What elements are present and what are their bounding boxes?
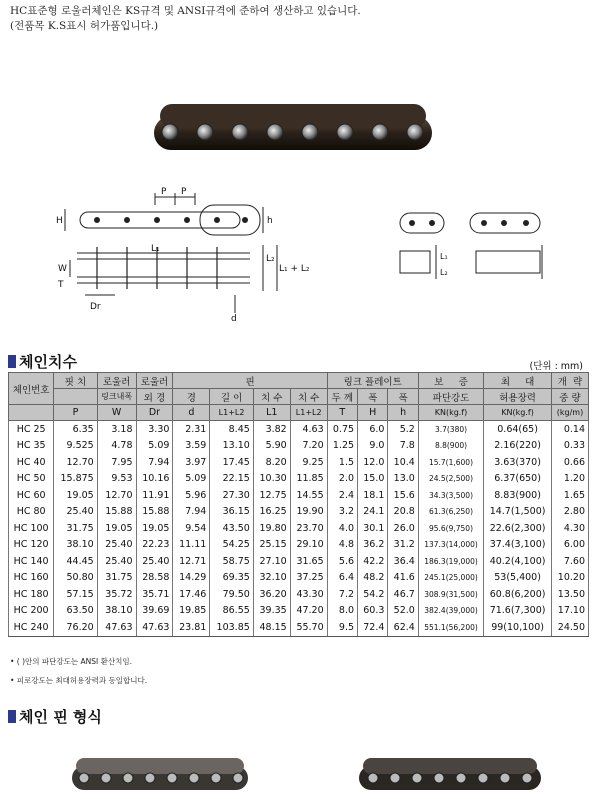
table-cell: 3.63(370) [484, 454, 552, 471]
th-s-kn1: KN(kg.f) [418, 405, 483, 421]
table-cell: 7.60 [551, 553, 588, 570]
th-rd2: 외 경 [136, 389, 173, 405]
table-cell: 4.30 [551, 520, 588, 537]
table-cell: 99(10,100) [484, 619, 552, 636]
table-cell: 10.4 [388, 454, 418, 471]
table-cell: 14.55 [290, 487, 327, 504]
th-roller-w: 로울러 [97, 373, 136, 389]
label-h: h [267, 216, 273, 226]
th-pin-l1: 치 수 [253, 389, 290, 405]
table-row [9, 570, 589, 587]
chain-pin [267, 124, 283, 140]
table-cell: 27.30 [210, 487, 253, 504]
th-str2: 파단강도 [418, 389, 483, 405]
table-cell: 60.3 [358, 603, 388, 620]
th-roller-d: 로울러 [136, 373, 173, 389]
table-cell: 54.25 [210, 537, 253, 554]
section-title-pin-type [8, 706, 102, 727]
table-row [9, 520, 589, 537]
table-cell: 38.10 [54, 537, 97, 554]
table-cell: 24.1 [358, 504, 388, 521]
table-cell: 36.4 [388, 553, 418, 570]
table-cell: 2.31 [173, 421, 210, 438]
chain-pin [390, 773, 400, 783]
table-cell: 15.88 [97, 504, 136, 521]
table-row [9, 421, 589, 438]
chain-pin [101, 773, 111, 783]
section-marker [8, 355, 16, 368]
table-cell: 3.59 [173, 438, 210, 455]
table-cell: HC 180 [9, 586, 54, 603]
table-cell: 71.6(7,300) [484, 603, 552, 620]
table-cell: 47.63 [136, 619, 173, 636]
label-P-2: P [181, 187, 187, 197]
section-marker-2 [8, 710, 16, 723]
table-cell: 28.58 [136, 570, 173, 587]
table-cell: 26.0 [388, 520, 418, 537]
label-T: T [58, 280, 64, 290]
table-cell: 25.40 [97, 537, 136, 554]
table-cell: 12.70 [54, 454, 97, 471]
table-cell: 186.3(19,000) [418, 553, 483, 570]
table-cell: 86.55 [210, 603, 253, 620]
table-cell: 60.8(6,200) [484, 586, 552, 603]
table-cell: 9.54 [173, 520, 210, 537]
table-cell: 3.2 [327, 504, 357, 521]
table-cell: 19.90 [290, 504, 327, 521]
table-cell: 61.3(6,250) [418, 504, 483, 521]
chain-pin [407, 124, 423, 140]
table-cell: 245.1(25,000) [418, 570, 483, 587]
intro-line-2: (전품목 K.S표시 허가품입니다.) [10, 20, 159, 32]
table-cell: 1.20 [551, 471, 588, 488]
table-header-row-3 [9, 405, 589, 421]
th-s-kgm: (kg/m) [551, 405, 588, 421]
table-cell: 31.65 [290, 553, 327, 570]
th-s-lsum: L1+L2 [290, 405, 327, 421]
table-cell: HC 160 [9, 570, 54, 587]
table-cell: 13.0 [388, 471, 418, 488]
section-title-2-text: 체인 핀 형식 [19, 708, 102, 726]
table-cell: 36.20 [253, 586, 290, 603]
th-s-kn2: KN(kg.f) [484, 405, 552, 421]
table-cell: 15.6 [388, 487, 418, 504]
table-cell: 22.23 [136, 537, 173, 554]
table-cell: 76.20 [54, 619, 97, 636]
table-cell: 37.4(3,100) [484, 537, 552, 554]
chain-pin [302, 124, 318, 140]
table-cell: 50.80 [54, 570, 97, 587]
table-cell: 14.7(1,500) [484, 504, 552, 521]
table-cell: 30.1 [358, 520, 388, 537]
table-cell: 41.6 [388, 570, 418, 587]
table-cell: 48.2 [358, 570, 388, 587]
table-cell: HC 200 [9, 603, 54, 620]
table-cell: 47.63 [97, 619, 136, 636]
table-header-row-1 [9, 373, 589, 389]
table-cell: 52.0 [388, 603, 418, 620]
table-cell: 27.10 [253, 553, 290, 570]
table-cell: 17.46 [173, 586, 210, 603]
table-row [9, 603, 589, 620]
label-H: H [56, 216, 63, 226]
table-cell: 69.35 [210, 570, 253, 587]
table-cell: 25.40 [54, 504, 97, 521]
table-cell: 31.2 [388, 537, 418, 554]
table-row [9, 504, 589, 521]
table-cell: 19.05 [97, 520, 136, 537]
table-cell: 22.6(2,300) [484, 520, 552, 537]
table-cell: 24.50 [551, 619, 588, 636]
table-cell: 6.4 [327, 570, 357, 587]
table-cell: 12.70 [97, 487, 136, 504]
th-pitch: 핏 치 [54, 373, 97, 389]
label-L1: L₁ [151, 244, 160, 254]
chain-pin [145, 773, 155, 783]
dimension-table [8, 372, 589, 637]
table-cell: 551.1(56,200) [418, 619, 483, 636]
table-cell: 31.75 [54, 520, 97, 537]
table-cell: 3.7(380) [418, 421, 483, 438]
intro-line-1: HC표준형 로울러체인은 KS규격 및 ANSI규격에 준하여 생산하고 있습니다. [10, 5, 361, 17]
table-cell: 15.7(1,600) [418, 454, 483, 471]
table-cell: 42.2 [358, 553, 388, 570]
chain-pin [337, 124, 353, 140]
table-cell: 39.35 [253, 603, 290, 620]
chain-pin [167, 773, 177, 783]
table-cell: 0.33 [551, 438, 588, 455]
table-cell: HC 25 [9, 421, 54, 438]
table-cell: 10.16 [136, 471, 173, 488]
chain-pin [368, 773, 378, 783]
chain-pin [123, 773, 133, 783]
th-lh: 폭 [358, 389, 388, 405]
table-body [9, 421, 589, 637]
table-cell: 95.6(9,750) [418, 520, 483, 537]
table-cell: 9.525 [54, 438, 97, 455]
th-pin-d: 경 [173, 389, 210, 405]
th-w2: 중 량 [551, 389, 588, 405]
table-cell: HC 40 [9, 454, 54, 471]
table-cell: 19.05 [54, 487, 97, 504]
chain-photo-bottom-left [68, 752, 253, 799]
table-cell: 2.4 [327, 487, 357, 504]
table-cell: 0.64(65) [484, 421, 552, 438]
table-cell: 57.15 [54, 586, 97, 603]
table-cell: 2.16(220) [484, 438, 552, 455]
th-rw2: 링크내폭 [97, 389, 136, 405]
table-cell: 25.40 [97, 553, 136, 570]
table-cell: 9.0 [358, 438, 388, 455]
table-cell: 10.30 [253, 471, 290, 488]
chain-photo-top [150, 92, 440, 162]
table-row [9, 487, 589, 504]
table-cell: 17.10 [551, 603, 588, 620]
table-cell: HC 240 [9, 619, 54, 636]
chain-pin [478, 773, 488, 783]
table-cell: 3.30 [136, 421, 173, 438]
table-cell: 39.69 [136, 603, 173, 620]
table-cell: 31.75 [97, 570, 136, 587]
table-row [9, 586, 589, 603]
chain-pin [189, 773, 199, 783]
table-cell: HC 140 [9, 553, 54, 570]
th-weight: 개 략 [551, 373, 588, 389]
label-L2-joint: L₂ [440, 268, 448, 277]
table-cell: 4.63 [290, 421, 327, 438]
th-p-blank [54, 389, 97, 405]
th-strength: 보 증 [418, 373, 483, 389]
table-cell: 24.5(2,500) [418, 471, 483, 488]
table-cell: 1.65 [551, 487, 588, 504]
label-d: d [231, 314, 237, 324]
th-allow: 최 대 [484, 373, 552, 389]
table-cell: 8.45 [210, 421, 253, 438]
table-cell: 7.2 [327, 586, 357, 603]
table-cell: 18.1 [358, 487, 388, 504]
table-cell: 4.78 [97, 438, 136, 455]
table-cell: HC 100 [9, 520, 54, 537]
table-cell: 308.9(31,500) [418, 586, 483, 603]
table-cell: 10.20 [551, 570, 588, 587]
table-row [9, 454, 589, 471]
table-cell: 11.85 [290, 471, 327, 488]
chain-pin [456, 773, 466, 783]
chain-pin [162, 124, 178, 140]
table-cell: 38.10 [97, 603, 136, 620]
table-cell: 15.875 [54, 471, 97, 488]
table-cell: 17.45 [210, 454, 253, 471]
table-cell: 5.96 [173, 487, 210, 504]
th-pin-l2: 치 수 [290, 389, 327, 405]
th-s-t: T [327, 405, 357, 421]
table-header-row-2 [9, 389, 589, 405]
th-lh2: 폭 [388, 389, 418, 405]
table-cell: 58.75 [210, 553, 253, 570]
table-cell: 22.15 [210, 471, 253, 488]
th-link-plate: 링크 플레이트 [327, 373, 418, 389]
table-cell: 7.8 [388, 438, 418, 455]
table-cell: 29.10 [290, 537, 327, 554]
th-thick: 두 께 [327, 389, 357, 405]
table-cell: 9.5 [327, 619, 357, 636]
table-cell: 62.4 [388, 619, 418, 636]
chain-pin [372, 124, 388, 140]
table-cell: 1.5 [327, 454, 357, 471]
chain-pin [500, 773, 510, 783]
chain-pin [233, 773, 243, 783]
table-cell: 25.15 [253, 537, 290, 554]
table-cell: 4.8 [327, 537, 357, 554]
chain-pin [434, 773, 444, 783]
dimension-diagram-side [55, 185, 310, 325]
th-chain-no: 체인번호 [9, 373, 54, 405]
th-s-h: h [388, 405, 418, 421]
table-cell: 1.25 [327, 438, 357, 455]
table-row [9, 438, 589, 455]
table-cell: 5.09 [173, 471, 210, 488]
table-cell: 36.2 [358, 537, 388, 554]
table-cell: 3.18 [97, 421, 136, 438]
chain-pin [522, 773, 532, 783]
label-P-1: P [161, 187, 167, 197]
table-cell: 5.90 [253, 438, 290, 455]
table-cell: 6.37(650) [484, 471, 552, 488]
table-cell: 7.94 [136, 454, 173, 471]
chain-photo-bottom-right [355, 752, 545, 799]
table-cell: 11.11 [173, 537, 210, 554]
table-cell: 12.75 [253, 487, 290, 504]
table-cell: 48.15 [253, 619, 290, 636]
table-cell: 32.10 [253, 570, 290, 587]
table-cell: 7.95 [97, 454, 136, 471]
th-s-dr: Dr [136, 405, 173, 421]
table-cell: 53(5,400) [484, 570, 552, 587]
table-cell: 3.97 [173, 454, 210, 471]
table-cell: 2.80 [551, 504, 588, 521]
section-title-dimensions [8, 351, 77, 372]
table-cell: 23.81 [173, 619, 210, 636]
table-cell: 6.35 [54, 421, 97, 438]
table-cell: 25.40 [136, 553, 173, 570]
chain-top-plates [154, 104, 432, 150]
table-cell: 137.3(14,000) [418, 537, 483, 554]
table-cell: HC 80 [9, 504, 54, 521]
table-cell: 12.0 [358, 454, 388, 471]
table-cell: 20.8 [388, 504, 418, 521]
table-cell: 15.88 [136, 504, 173, 521]
th-s-l1: L1 [253, 405, 290, 421]
table-cell: 6.0 [358, 421, 388, 438]
table-cell: 19.80 [253, 520, 290, 537]
chain-pin [197, 124, 213, 140]
table-cell: 16.25 [253, 504, 290, 521]
chain-pin [79, 773, 89, 783]
table-cell: 7.20 [290, 438, 327, 455]
table-cell: 43.50 [210, 520, 253, 537]
table-cell: 12.71 [173, 553, 210, 570]
table-cell: 23.70 [290, 520, 327, 537]
table-cell: 40.2(4,100) [484, 553, 552, 570]
table-cell: 5.09 [136, 438, 173, 455]
th-pin-len: 길 이 [210, 389, 253, 405]
table-cell: 0.75 [327, 421, 357, 438]
note-1: • ( )안의 파단강도는 ANSI 환산치임. [10, 657, 132, 666]
table-cell: HC 35 [9, 438, 54, 455]
table-cell: 9.53 [97, 471, 136, 488]
table-cell: 54.2 [358, 586, 388, 603]
intro-text [10, 4, 361, 34]
unit-label: (단위 : mm) [529, 361, 583, 372]
th-s-d: d [173, 405, 210, 421]
table-cell: 55.70 [290, 619, 327, 636]
table-row [9, 553, 589, 570]
table-cell: 8.83(900) [484, 487, 552, 504]
table-cell: 7.94 [173, 504, 210, 521]
table-cell: 5.6 [327, 553, 357, 570]
table-cell: 3.82 [253, 421, 290, 438]
table-cell: 382.4(39,000) [418, 603, 483, 620]
th-blank [9, 405, 54, 421]
table-cell: 13.10 [210, 438, 253, 455]
table-cell: 8.0 [327, 603, 357, 620]
table-cell: 19.05 [136, 520, 173, 537]
table-cell: 15.0 [358, 471, 388, 488]
table-cell: 0.14 [551, 421, 588, 438]
label-L1L2: L₁ + L₂ [279, 264, 310, 274]
table-cell: 72.4 [358, 619, 388, 636]
table-cell: 8.20 [253, 454, 290, 471]
table-cell: 43.30 [290, 586, 327, 603]
table-cell: HC 60 [9, 487, 54, 504]
table-row [9, 619, 589, 636]
th-s-w: W [97, 405, 136, 421]
section-title-text: 체인치수 [19, 353, 77, 371]
table-row [9, 471, 589, 488]
table-cell: 2.0 [327, 471, 357, 488]
table-cell: 9.25 [290, 454, 327, 471]
label-W: W [58, 264, 67, 274]
table-cell: 4.0 [327, 520, 357, 537]
table-cell: 37.25 [290, 570, 327, 587]
table-cell: 103.85 [210, 619, 253, 636]
notes [10, 652, 147, 690]
table-cell: 13.50 [551, 586, 588, 603]
table-cell: 46.7 [388, 586, 418, 603]
table-cell: 36.15 [210, 504, 253, 521]
table-cell: 47.20 [290, 603, 327, 620]
table-cell: 8.8(900) [418, 438, 483, 455]
chain-pin [412, 773, 422, 783]
dimension-diagram-joint [392, 205, 552, 295]
label-L2: L₂ [266, 254, 275, 264]
table-cell: 6.00 [551, 537, 588, 554]
note-2: • 피로강도는 최대허용장력과 동일합니다. [10, 676, 148, 685]
table-cell: HC 50 [9, 471, 54, 488]
table-cell: HC 120 [9, 537, 54, 554]
th-s-p: P [54, 405, 97, 421]
table-cell: 63.50 [54, 603, 97, 620]
table-cell: 79.50 [210, 586, 253, 603]
table-cell: 35.71 [136, 586, 173, 603]
th-s-H: H [358, 405, 388, 421]
table-cell: 14.29 [173, 570, 210, 587]
chain-pin [211, 773, 221, 783]
table-cell: 0.66 [551, 454, 588, 471]
table-cell: 5.2 [388, 421, 418, 438]
table-cell: 44.45 [54, 553, 97, 570]
table-cell: 11.91 [136, 487, 173, 504]
chain-pin [232, 124, 248, 140]
th-s-l1l2: L1+L2 [210, 405, 253, 421]
table-row [9, 537, 589, 554]
th-pin: 핀 [173, 373, 327, 389]
th-allow2: 허용장력 [484, 389, 552, 405]
label-L1-joint: L₁ [440, 252, 448, 261]
table-cell: 34.3(3,500) [418, 487, 483, 504]
label-Dr: Dr [90, 302, 101, 312]
table-cell: 35.72 [97, 586, 136, 603]
table-cell: 19.85 [173, 603, 210, 620]
